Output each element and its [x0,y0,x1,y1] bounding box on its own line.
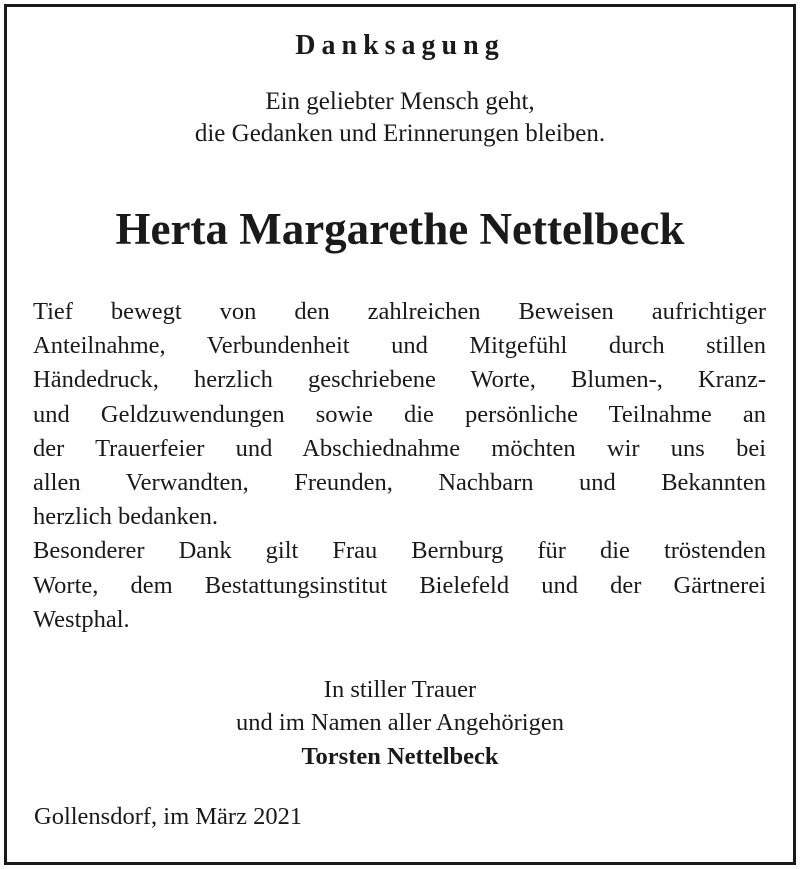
deceased-name: Herta Margarethe Nettelbeck [115,204,685,254]
thank-you-text [33,295,766,637]
body-line: und Geldzuwendungen sowie die persönliche Teilnahme an [33,400,766,428]
signature-name: Torsten Nettelbeck [301,743,499,770]
body-line: Händedruck, herzlich geschriebene Worte, Blumen-, Kranz- [33,366,766,394]
signature-line-2: und im Namen aller Angehörigen [236,709,564,736]
body-line: allen Verwandten, Freunden, Nachbarn und Bekannten [33,469,766,497]
quote-line-1: Ein geliebter Mensch geht, [265,88,535,115]
body-line: Besonderer Dank gilt Frau Bernburg für die tröstenden [33,537,766,565]
quote-line-2: die Gedanken und Erinnerungen bleiben. [194,120,606,147]
body-line: der Trauerfeier und Abschiednahme möchten wir uns bei [33,434,766,462]
body-line: Tief bewegt von den zahlreichen Beweisen aufrichtiger [33,298,766,325]
body-line: Anteilnahme, Verbundenheit und Mitgefühl durch stillen [33,332,766,360]
place-and-date: Gollensdorf, im März 2021 [34,803,303,830]
notice-heading: Danksagung [295,30,505,61]
body-line: herzlich bedanken. [33,503,219,531]
body-line: Worte, dem Bestattungsinstitut Bielefeld und der Gärtnerei [33,571,766,599]
signature-line-1: In stiller Trauer [323,676,477,703]
body-line: Westphal. [33,605,130,633]
